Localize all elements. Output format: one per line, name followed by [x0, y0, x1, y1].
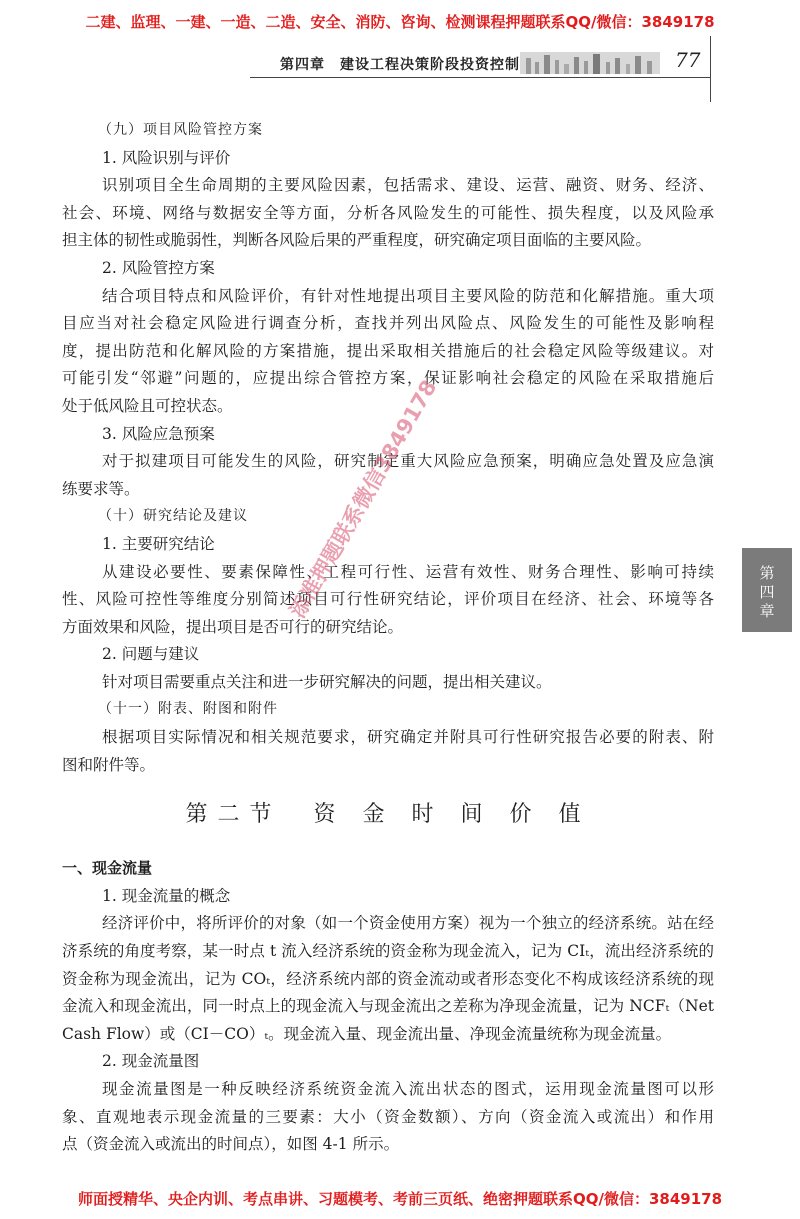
paragraph-line: 性、风险可控性等维度分别简述项目可行性研究结论，评价项目在经济、社会、环境等各 — [62, 590, 714, 609]
paragraph-line: 练要求等。 — [62, 479, 140, 498]
paragraph-line: 现金流量图是一种反映经济系统资金流入流出状态的图式，运用现金流量图可以形 — [102, 1080, 714, 1098]
side-tab-label: 第四章 — [759, 564, 775, 620]
paragraph-line: 济系统的角度考察，某一时点 t 流入经济系统的资金称为现金流入，记为 CIₜ，流出经济系统的 — [62, 942, 714, 961]
paragraph-line: 度，提出防范和化解风险的方案措施，提出采取相关措施后的社会稳定风险等级建议。对 — [62, 341, 714, 360]
subsection-title: 2. 风险管控方案 — [102, 258, 215, 277]
paragraph-line: 对于拟建项目可能发生的风险，研究制定重大风险应急预案，明确应急处置及应急演 — [102, 452, 714, 471]
header-vertical-rule — [710, 36, 711, 102]
header-decoration — [520, 52, 660, 74]
subsection-title: 3. 风险应急预案 — [102, 424, 215, 443]
paragraph-line: 针对项目需要重点关注和进一步研究解决的问题，提出相关建议。 — [102, 672, 552, 691]
paragraph-line: 识别项目全生命周期的主要风险因素，包括需求、建设、运营、融资、财务、经济、 — [102, 176, 714, 195]
subsection-title: 1. 现金流量的概念 — [102, 886, 231, 905]
bottom-promo-banner: 师面授精华、央企内训、考点串讲、习题模考、考前三页纸、绝密押题联系QQ/微信：3849178 — [77, 1190, 723, 1208]
paragraph-line: 处于低风险且可控状态。 — [62, 396, 233, 415]
section-heading: （十）研究结论及建议 — [98, 508, 248, 525]
section-heading: （十一）附表、附图和附件 — [98, 701, 278, 718]
paragraph-line: 金流入和现金流出，同一时点上的现金流入与现金流出之差称为净现金流量，记为 NCFₜ（Net — [62, 997, 714, 1016]
header-rule — [250, 77, 710, 78]
section-heading: （九）项目风险管控方案 — [98, 122, 263, 138]
page-number: 77 — [675, 48, 701, 72]
paragraph-line: 担主体的韧性或脆弱性，判断各风险后果的严重程度，研究确定项目面临的主要风险。 — [62, 231, 652, 250]
chapter-title: 第四章 建设工程决策阶段投资控制 — [280, 57, 520, 73]
top-promo-banner: 二建、监理、一建、一造、二造、安全、消防、咨询、检测课程押题联系QQ/微信：3849178 — [85, 13, 715, 31]
chapter-side-tab — [742, 548, 792, 632]
subsection-title: 1. 风险识别与评价 — [102, 148, 231, 167]
paragraph-line: 目应当对社会稳定风险进行调查分析，查找并列出风险点、风险发生的可能性及影响程 — [62, 314, 714, 333]
paragraph-line: 方面效果和风险，提出项目是否可行的研究结论。 — [62, 617, 404, 636]
paragraph-line: 象、直观地表示现金流量的三要素：大小（资金数额）、方向（资金流入或流出）和作用 — [62, 1107, 714, 1126]
subsection-title: 1. 主要研究结论 — [102, 534, 215, 553]
paragraph-line: Cash Flow）或（CI－CO）ₜ。现金流入量、现金流出量、净现金流量统称为现金流量。 — [62, 1024, 672, 1043]
paragraph-line: 点（资金流入或流出的时间点），如图 4-1 所示。 — [62, 1135, 400, 1154]
section-title: 第二节 资 金 时 间 价 值 — [185, 802, 591, 828]
paragraph-line: 可能引发“邻避”问题的，应提出综合管控方案，保证影响社会稳定的风险在采取措施后 — [62, 369, 714, 388]
paragraph-line: 经济评价中，将所评价的对象（如一个资金使用方案）视为一个独立的经济系统。站在经 — [102, 914, 714, 933]
page-body — [62, 117, 714, 1159]
paragraph-line: 资金称为现金流出，记为 COₜ，经济系统内部的资金流动或者形态变化不构成该经济系统的现 — [62, 969, 714, 988]
paragraph-line: 结合项目特点和风险评价，有针对性地提出项目主要风险的防范和化解措施。重大项 — [102, 286, 714, 305]
running-header — [280, 50, 700, 76]
paragraph-line: 社会、环境、网络与数据安全等方面，分析各风险发生的可能性、损失程度，以及风险承 — [62, 203, 714, 222]
diagonal-watermark: 添准押题联系微信3849178 — [285, 375, 442, 622]
subsection-title: 2. 问题与建议 — [102, 645, 200, 664]
paragraph-line: 图和附件等。 — [62, 755, 156, 774]
chapter-heading-cashflow: 一、现金流量 — [62, 859, 153, 878]
paragraph-line: 从建设必要性、要素保障性、工程可行性、运营有效性、财务合理性、影响可持续 — [102, 562, 714, 581]
paragraph-line: 根据项目实际情况和相关规范要求，研究确定并附具可行性研究报告必要的附表、附 — [102, 728, 714, 747]
subsection-title: 2. 现金流量图 — [102, 1052, 200, 1071]
